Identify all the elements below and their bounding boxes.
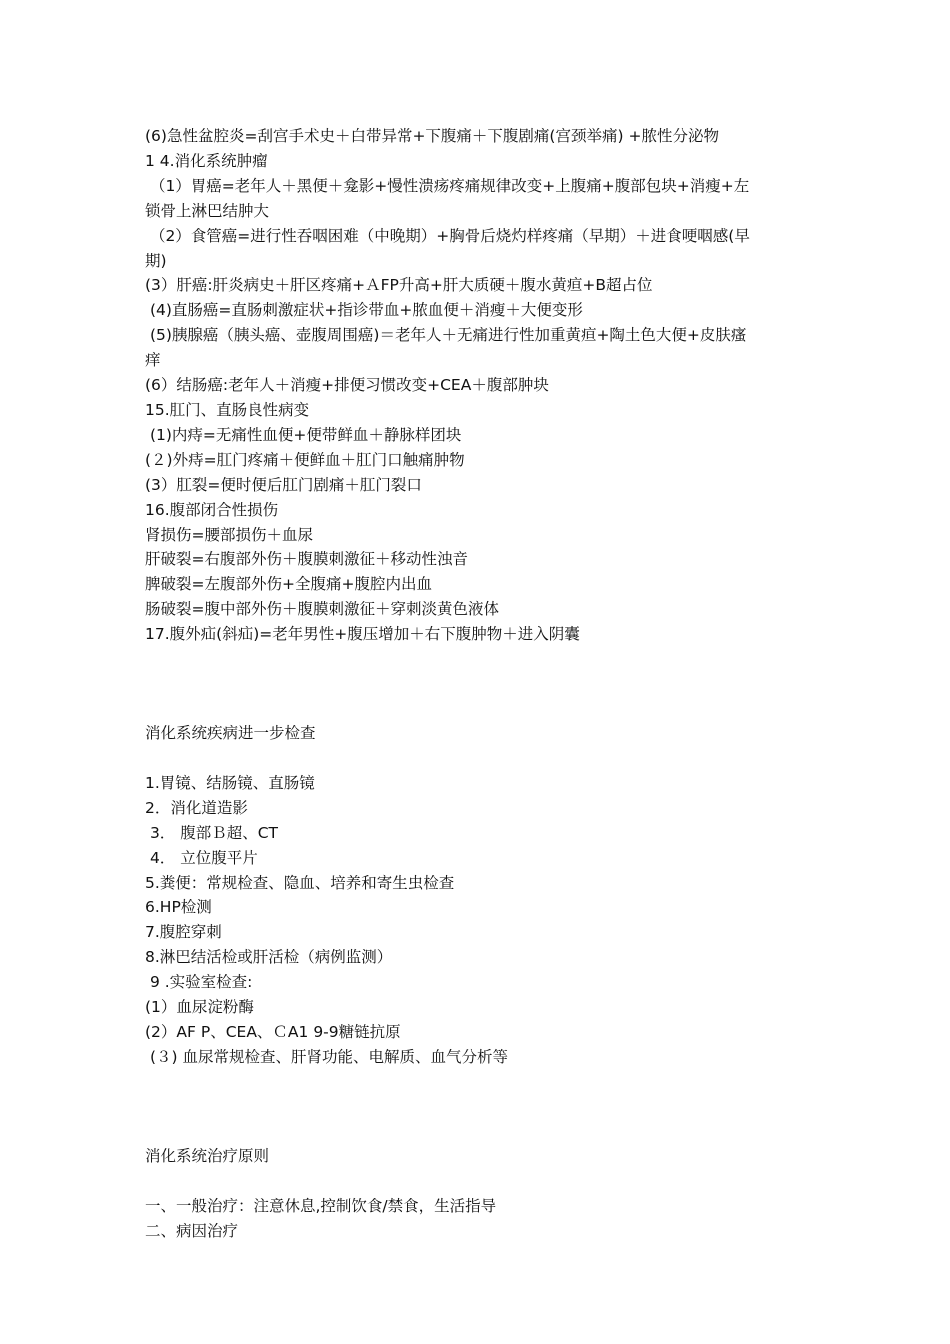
text-line: （2）食管癌=进行性吞咽困难（中晚期）+胸骨后烧灼样疼痛（早期）＋进食哽咽感(早 [145, 226, 750, 245]
text-line: (1)内痔=无痛性血便+便带鲜血＋静脉样团块 [145, 425, 462, 444]
text-line: 4． 立位腹平片 [145, 848, 258, 867]
text-line: (6）结肠癌:老年人＋消瘦+排便习惯改变+CEA＋腹部肿块 [145, 376, 549, 395]
text-line: 锁骨上淋巴结肿大 [145, 201, 270, 220]
text-line: 脾破裂=左腹部外伤+全腹痛+腹腔内出血 [145, 575, 432, 594]
text-line: 3． 腹部Ｂ超、CT [145, 823, 279, 842]
text-line: 肾损伤=腰部损伤＋血尿 [145, 525, 313, 544]
text-line: (２)外痔=肛门疼痛＋便鲜血＋肛门口触痛肿物 [145, 450, 465, 469]
text-line: 期) [145, 251, 167, 270]
text-line: 肝破裂=右腹部外伤＋腹膜刺激征＋移动性浊音 [145, 550, 468, 569]
text-line: 肠破裂=腹中部外伤＋腹膜刺激征＋穿刺淡黄色液体 [145, 600, 499, 619]
section-heading: 15.肛门、直肠良性病变 [145, 400, 310, 419]
text-line: (3）肝癌:肝炎病史＋肝区疼痛+ＡFP升高+肝大质硬＋腹水黄疸+B超占位 [145, 276, 653, 295]
spacer [145, 647, 815, 721]
text-line: (1）血尿淀粉酶 [145, 998, 254, 1017]
text-line: (6)急性盆腔炎=刮宫手术史＋白带异常+下腹痛＋下腹剧痛(宫颈举痛) +脓性分泌物 [145, 127, 719, 145]
text-line: 5.粪便：常规检查、隐血、培养和寄生虫检查 [145, 873, 455, 892]
section-tumors-and-injuries [145, 124, 815, 647]
text-line: (3）肛裂=便时便后肛门剧痛＋肛门裂口 [145, 475, 422, 494]
section-further-exams [145, 721, 815, 1070]
spacer [145, 1070, 815, 1144]
text-line: 6.HP检测 [145, 898, 212, 917]
text-line: 7.腹腔穿刺 [145, 923, 222, 942]
text-line: 9 .实验室检查: [145, 973, 253, 992]
text-line: (4)直肠癌=直肠刺激症状+指诊带血+脓血便＋消瘦＋大便变形 [145, 301, 583, 320]
document-page [145, 124, 815, 1244]
text-line: (2）AF P、CEA、ＣA1 9-9糖链抗原 [145, 1023, 401, 1041]
section-heading: 1 4.消化系统肿瘤 [145, 151, 268, 170]
text-line: 痒 [145, 351, 161, 370]
text-line: 二、病因治疗 [145, 1221, 239, 1240]
spacer [145, 746, 815, 771]
section-title: 消化系统治疗原则 [145, 1146, 270, 1165]
section-title: 消化系统疾病进一步检查 [145, 724, 316, 743]
section-heading: 17.腹外疝(斜疝)=老年男性+腹压增加＋右下腹肿物＋进入阴囊 [145, 625, 580, 644]
text-line: 8.淋巴结活检或肝活检（病例监测） [145, 948, 393, 967]
section-treatment-principles [145, 1144, 815, 1244]
text-line: 1.胃镜、结肠镜、直肠镜 [145, 773, 315, 792]
text-line: 一、一般治疗：注意休息,控制饮食/禁食，生活指导 [145, 1196, 497, 1215]
text-line: (３) 血尿常规检查、肝肾功能、电解质、血气分析等 [145, 1047, 508, 1066]
spacer [145, 1169, 815, 1194]
text-line: （1）胃癌=老年人＋黑便＋龛影+慢性溃疡疼痛规律改变+上腹痛+腹部包块+消瘦+左 [145, 176, 750, 195]
section-heading: 16.腹部闭合性损伤 [145, 500, 279, 519]
text-line: (5)胰腺癌（胰头癌、壶腹周围癌)＝老年人＋无痛进行性加重黄疸+陶土色大便+皮肤瘙 [145, 326, 747, 345]
text-line: 2．消化道造影 [145, 798, 248, 817]
